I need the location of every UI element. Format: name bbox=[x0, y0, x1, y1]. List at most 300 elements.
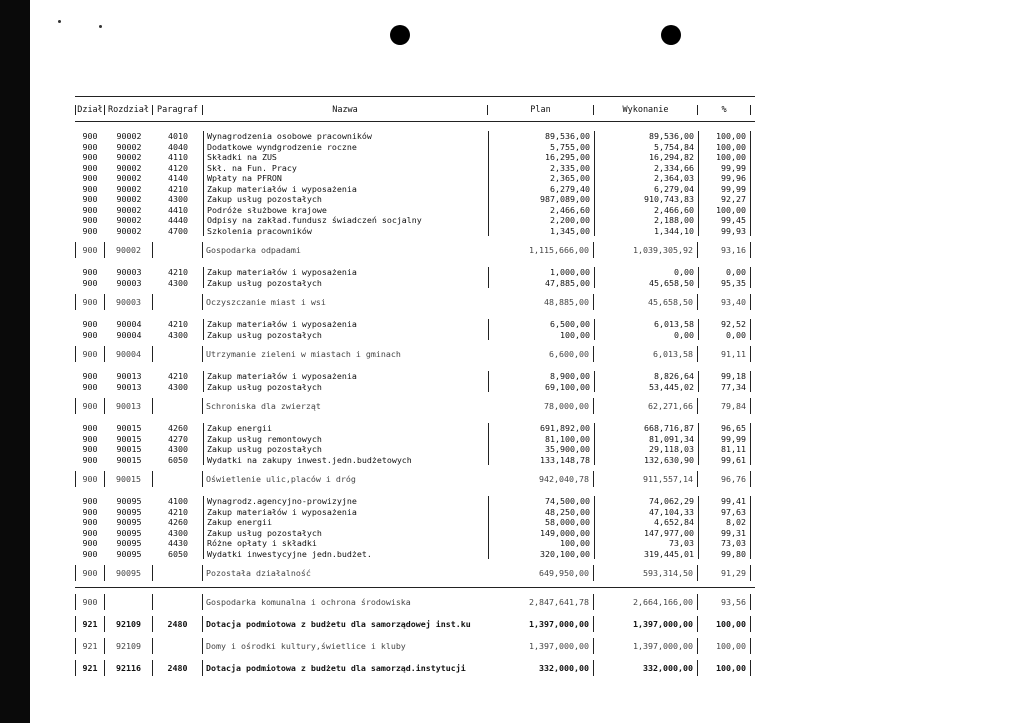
paragraf-cell: 4010 bbox=[168, 131, 188, 141]
procent-cell: 93,56 bbox=[698, 594, 751, 610]
table-row bbox=[75, 660, 755, 676]
rozdzial-cell: 90015 bbox=[116, 454, 142, 465]
wykonanie-cell: 53,445,02 bbox=[594, 382, 698, 393]
dzial-cell: 900 bbox=[82, 548, 98, 559]
table-row bbox=[75, 330, 755, 341]
rozdzial-cell: 90095 bbox=[105, 565, 153, 581]
plan-cell: 74,500,00 bbox=[488, 496, 594, 507]
table-row bbox=[75, 444, 755, 455]
wykonanie-cell: 1,397,000,00 bbox=[594, 616, 698, 632]
paragraf-cell: 4210 bbox=[168, 506, 188, 517]
table-row bbox=[75, 538, 755, 549]
rozdzial-cell: 90004 bbox=[116, 329, 142, 340]
paragraf-cell: 4300 bbox=[168, 444, 188, 454]
nazwa-cell: Zakup materiałów i wyposażenia bbox=[203, 267, 488, 278]
table-row bbox=[75, 616, 755, 632]
procent-cell: 92,27 bbox=[698, 194, 751, 205]
wykonanie-cell: 89,536,00 bbox=[594, 131, 698, 142]
rozdzial-cell: 90095 bbox=[116, 517, 142, 527]
wykonanie-cell: 29,118,03 bbox=[594, 444, 698, 455]
dzial-cell: 900 bbox=[82, 517, 98, 527]
paragraf-cell bbox=[153, 638, 203, 654]
procent-cell: 100,00 bbox=[698, 142, 751, 153]
procent-cell: 97,63 bbox=[698, 507, 751, 518]
wykonanie-cell: 81,091,34 bbox=[594, 434, 698, 445]
rozdzial-cell: 90002 bbox=[116, 194, 142, 204]
paragraf-cell: 4300 bbox=[168, 329, 188, 340]
paragraf-cell: 4430 bbox=[168, 538, 188, 548]
paragraf-cell: 4300 bbox=[168, 194, 188, 204]
nazwa-cell: Wydatki inwestycyjne jedn.budżet. bbox=[203, 549, 488, 560]
plan-cell: 58,000,00 bbox=[488, 517, 594, 528]
wykonanie-cell: 62,271,66 bbox=[594, 398, 698, 414]
procent-cell: 100,00 bbox=[698, 131, 751, 142]
procent-cell: 93,40 bbox=[698, 294, 751, 310]
table-row bbox=[75, 496, 755, 507]
paragraf-cell bbox=[153, 294, 203, 310]
procent-cell: 95,35 bbox=[698, 278, 751, 289]
wykonanie-cell: 910,743,83 bbox=[594, 194, 698, 205]
procent-cell: 8,02 bbox=[698, 517, 751, 528]
nazwa-cell: Zakup usług pozostałych bbox=[203, 528, 488, 539]
paragraf-cell: 4110 bbox=[168, 152, 188, 162]
dzial-cell: 900 bbox=[82, 131, 98, 141]
plan-cell: 16,295,00 bbox=[488, 152, 594, 163]
plan-cell: 6,279,40 bbox=[488, 184, 594, 195]
dzial-cell: 921 bbox=[75, 638, 105, 654]
nazwa-cell: Zakup energii bbox=[203, 517, 488, 528]
paragraf-cell: 4300 bbox=[168, 527, 188, 538]
wykonanie-cell: 1,344,10 bbox=[594, 226, 698, 237]
table-row bbox=[75, 455, 755, 466]
wykonanie-cell: 0,00 bbox=[594, 330, 698, 341]
plan-cell: 2,200,00 bbox=[488, 215, 594, 226]
plan-cell: 2,365,00 bbox=[488, 173, 594, 184]
rozdzial-cell: 90015 bbox=[116, 444, 142, 454]
paragraf-cell bbox=[153, 398, 203, 414]
plan-cell: 6,600,00 bbox=[488, 346, 594, 362]
wykonanie-cell: 2,364,03 bbox=[594, 173, 698, 184]
plan-cell: 1,397,000,00 bbox=[488, 638, 594, 654]
procent-cell: 99,45 bbox=[698, 215, 751, 226]
nazwa-cell: Domy i ośrodki kultury,świetlice i kluby bbox=[206, 641, 406, 651]
rozdzial-cell: 90013 bbox=[116, 381, 142, 392]
divider bbox=[75, 587, 755, 588]
wykonanie-cell: 73,03 bbox=[594, 538, 698, 549]
dzial-cell: 900 bbox=[75, 242, 105, 258]
dzial-cell: 900 bbox=[82, 371, 98, 381]
rozdzial-cell: 92109 bbox=[105, 616, 153, 632]
procent-cell: 99,99 bbox=[698, 184, 751, 195]
procent-cell: 99,99 bbox=[698, 163, 751, 174]
nazwa-cell: Wydatki na zakupy inwest.jedn.budżetowych bbox=[203, 455, 488, 466]
dzial-cell: 921 bbox=[75, 616, 105, 632]
procent-cell: 0,00 bbox=[698, 267, 751, 278]
dzial-cell: 900 bbox=[82, 173, 98, 183]
table-row bbox=[75, 194, 755, 205]
nazwa-cell: Gospodarka odpadami bbox=[206, 245, 301, 255]
rozdzial-cell: 90003 bbox=[105, 294, 153, 310]
dzial-cell: 900 bbox=[82, 423, 98, 433]
paragraf-cell bbox=[153, 471, 203, 487]
plan-cell: 1,000,00 bbox=[488, 267, 594, 278]
plan-cell: 5,755,00 bbox=[488, 142, 594, 153]
wykonanie-cell: 2,334,66 bbox=[594, 163, 698, 174]
procent-cell: 79,84 bbox=[698, 398, 751, 414]
procent-cell: 99,93 bbox=[698, 226, 751, 237]
procent-cell: 100,00 bbox=[698, 660, 751, 676]
paragraf-cell: 4100 bbox=[168, 496, 188, 506]
plan-cell: 133,148,78 bbox=[488, 455, 594, 466]
nazwa-cell: Pozostała działalność bbox=[206, 568, 311, 578]
table-row bbox=[75, 382, 755, 393]
nazwa-cell: Zakup materiałów i wyposażenia bbox=[203, 507, 488, 518]
dzial-cell: 900 bbox=[75, 398, 105, 414]
plan-cell: 35,900,00 bbox=[488, 444, 594, 455]
header-paragraf: Paragraf bbox=[153, 105, 203, 115]
dzial-cell: 900 bbox=[75, 294, 105, 310]
rozdzial-cell: 90095 bbox=[116, 506, 142, 517]
table-row bbox=[75, 131, 755, 142]
plan-cell: 149,000,00 bbox=[488, 528, 594, 539]
table-row bbox=[75, 205, 755, 216]
row-group bbox=[75, 371, 755, 392]
rozdzial-cell: 90095 bbox=[116, 527, 142, 538]
plan-cell: 649,950,00 bbox=[488, 565, 594, 581]
dzial-cell: 900 bbox=[82, 152, 98, 162]
table-row bbox=[75, 215, 755, 226]
nazwa-cell: Wpłaty na PFRON bbox=[203, 173, 488, 184]
procent-cell: 99,41 bbox=[698, 496, 751, 507]
dzial-cell: 900 bbox=[82, 381, 98, 392]
dzial-cell: 900 bbox=[82, 225, 98, 236]
procent-cell: 99,99 bbox=[698, 434, 751, 445]
wykonanie-cell: 2,466,60 bbox=[594, 205, 698, 216]
paragraf-cell: 4300 bbox=[168, 277, 188, 288]
row-group bbox=[75, 319, 755, 340]
summary-row bbox=[75, 346, 755, 362]
paragraf-cell: 4260 bbox=[168, 423, 188, 433]
paragraf-cell: 6050 bbox=[168, 548, 188, 559]
procent-cell: 100,00 bbox=[698, 205, 751, 216]
plan-cell: 47,885,00 bbox=[488, 278, 594, 289]
nazwa-cell: Oczyszczanie miast i wsi bbox=[206, 297, 326, 307]
procent-cell: 91,11 bbox=[698, 346, 751, 362]
nazwa-cell: Dodatkowe wyndgrodzenie roczne bbox=[203, 142, 488, 153]
summary-row bbox=[75, 594, 755, 610]
rozdzial-cell: 90013 bbox=[116, 371, 142, 381]
dzial-cell: 900 bbox=[82, 319, 98, 329]
paragraf-cell: 4210 bbox=[168, 183, 188, 194]
paragraf-cell bbox=[153, 594, 203, 610]
paragraf-cell: 4270 bbox=[168, 433, 188, 444]
table-row bbox=[75, 434, 755, 445]
dzial-cell: 900 bbox=[75, 565, 105, 581]
plan-cell: 1,397,000,00 bbox=[488, 616, 594, 632]
procent-cell: 99,96 bbox=[698, 173, 751, 184]
table-row bbox=[75, 142, 755, 153]
table-row bbox=[75, 184, 755, 195]
plan-cell: 100,00 bbox=[488, 538, 594, 549]
table-row bbox=[75, 163, 755, 174]
dzial-cell: 900 bbox=[82, 183, 98, 194]
paragraf-cell: 4210 bbox=[168, 319, 188, 329]
wykonanie-cell: 2,188,00 bbox=[594, 215, 698, 226]
nazwa-cell: Schroniska dla zwierząt bbox=[206, 401, 321, 411]
plan-cell: 942,040,78 bbox=[488, 471, 594, 487]
nazwa-cell: Zakup energii bbox=[203, 423, 488, 434]
wykonanie-cell: 147,977,00 bbox=[594, 528, 698, 539]
wykonanie-cell: 45,658,50 bbox=[594, 278, 698, 289]
plan-cell: 69,100,00 bbox=[488, 382, 594, 393]
dzial-cell: 900 bbox=[82, 527, 98, 538]
plan-cell: 691,892,00 bbox=[488, 423, 594, 434]
rozdzial-cell: 90002 bbox=[116, 141, 142, 152]
nazwa-cell: Zakup materiałów i wyposażenia bbox=[203, 184, 488, 195]
table-row bbox=[75, 226, 755, 237]
header-nazwa: Nazwa bbox=[203, 105, 488, 115]
wykonanie-cell: 1,397,000,00 bbox=[594, 638, 698, 654]
header-plan: Plan bbox=[488, 105, 594, 115]
punch-hole-icon bbox=[390, 25, 410, 45]
table-row bbox=[75, 517, 755, 528]
dzial-cell: 900 bbox=[75, 346, 105, 362]
plan-cell: 1,345,00 bbox=[488, 226, 594, 237]
wykonanie-cell: 45,658,50 bbox=[594, 294, 698, 310]
row-group bbox=[75, 267, 755, 288]
rozdzial-cell: 90013 bbox=[105, 398, 153, 414]
rozdzial-cell: 90002 bbox=[116, 152, 142, 162]
procent-cell: 100,00 bbox=[698, 638, 751, 654]
rozdzial-cell: 92109 bbox=[105, 638, 153, 654]
dzial-cell: 900 bbox=[82, 496, 98, 506]
wykonanie-cell: 74,062,29 bbox=[594, 496, 698, 507]
table-row bbox=[75, 173, 755, 184]
summary-row bbox=[75, 398, 755, 414]
wykonanie-cell: 6,279,04 bbox=[594, 184, 698, 195]
table-row bbox=[75, 423, 755, 434]
dzial-cell: 900 bbox=[82, 162, 98, 173]
paragraf-cell: 4700 bbox=[168, 225, 188, 236]
paragraf-cell: 4140 bbox=[168, 173, 188, 183]
dzial-cell: 900 bbox=[75, 471, 105, 487]
nazwa-cell: Gospodarka komunalna i ochrona środowiska bbox=[206, 597, 411, 607]
dzial-cell: 900 bbox=[82, 444, 98, 454]
top-rule bbox=[75, 96, 755, 97]
paragraf-cell: 4440 bbox=[168, 215, 188, 225]
wykonanie-cell: 332,000,00 bbox=[594, 660, 698, 676]
table-row bbox=[75, 319, 755, 330]
rozdzial-cell bbox=[105, 594, 153, 610]
procent-cell: 92,52 bbox=[698, 319, 751, 330]
plan-cell: 2,335,00 bbox=[488, 163, 594, 174]
procent-cell: 99,31 bbox=[698, 528, 751, 539]
paragraf-cell: 6050 bbox=[168, 454, 188, 465]
wykonanie-cell: 593,314,50 bbox=[594, 565, 698, 581]
table-row bbox=[75, 528, 755, 539]
rozdzial-cell: 90002 bbox=[116, 225, 142, 236]
paragraf-cell: 4040 bbox=[168, 141, 188, 152]
nazwa-cell: Skł. na Fun. Pracy bbox=[203, 163, 488, 174]
paragraf-cell: 4120 bbox=[168, 162, 188, 173]
dzial-cell: 900 bbox=[82, 194, 98, 204]
header-dzial: Dział bbox=[75, 105, 105, 115]
nazwa-cell: Zakup usług pozostałych bbox=[203, 444, 488, 455]
nazwa-cell: Zakup usług pozostałych bbox=[203, 330, 488, 341]
rozdzial-cell: 90095 bbox=[116, 496, 142, 506]
rozdzial-cell: 90095 bbox=[116, 548, 142, 559]
header-rozdzial: Rozdział bbox=[105, 105, 153, 115]
table-row bbox=[75, 278, 755, 289]
nazwa-cell: Zakup usług pozostałych bbox=[203, 278, 488, 289]
wykonanie-cell: 319,445,01 bbox=[594, 549, 698, 560]
procent-cell: 0,00 bbox=[698, 330, 751, 341]
paragraf-cell: 4300 bbox=[168, 381, 188, 392]
dzial-cell: 900 bbox=[82, 506, 98, 517]
procent-cell: 77,34 bbox=[698, 382, 751, 393]
paragraf-cell: 2480 bbox=[153, 616, 203, 632]
rozdzial-cell: 90003 bbox=[116, 267, 142, 277]
summary-row bbox=[75, 565, 755, 581]
wykonanie-cell: 668,716,87 bbox=[594, 423, 698, 434]
budget-report bbox=[75, 96, 755, 676]
rozdzial-cell: 90002 bbox=[105, 242, 153, 258]
summary-row bbox=[75, 471, 755, 487]
nazwa-cell: Zakup usług remontowych bbox=[203, 434, 488, 445]
rozdzial-cell: 90002 bbox=[116, 215, 142, 225]
rozdzial-cell: 90004 bbox=[105, 346, 153, 362]
nazwa-cell: Zakup usług pozostałych bbox=[203, 382, 488, 393]
nazwa-cell: Składki na ZUS bbox=[203, 152, 488, 163]
row-group bbox=[75, 496, 755, 559]
nazwa-cell: Wynagrodzenia osobowe pracowników bbox=[203, 131, 488, 142]
rozdzial-cell: 90002 bbox=[116, 173, 142, 183]
rozdzial-cell: 90004 bbox=[116, 319, 142, 329]
paragraf-cell: 4410 bbox=[168, 204, 188, 215]
wykonanie-cell: 1,039,305,92 bbox=[594, 242, 698, 258]
dzial-cell: 921 bbox=[75, 660, 105, 676]
procent-cell: 100,00 bbox=[698, 616, 751, 632]
procent-cell: 73,03 bbox=[698, 538, 751, 549]
scan-edge bbox=[0, 0, 30, 723]
nazwa-cell: Podróże służbowe krajowe bbox=[203, 205, 488, 216]
dzial-cell: 900 bbox=[82, 277, 98, 288]
procent-cell: 96,65 bbox=[698, 423, 751, 434]
procent-cell: 96,76 bbox=[698, 471, 751, 487]
summary-row bbox=[75, 638, 755, 654]
nazwa-cell: Dotacja podmiotowa z budżetu dla samorząd.instytucji bbox=[206, 663, 466, 673]
paragraf-cell bbox=[153, 565, 203, 581]
dzial-cell: 900 bbox=[82, 329, 98, 340]
wykonanie-cell: 4,652,84 bbox=[594, 517, 698, 528]
dzial-cell: 900 bbox=[82, 215, 98, 225]
dzial-cell: 900 bbox=[82, 141, 98, 152]
paragraf-cell bbox=[153, 346, 203, 362]
nazwa-cell: Zakup materiałów i wyposażenia bbox=[203, 319, 488, 330]
plan-cell: 48,885,00 bbox=[488, 294, 594, 310]
rozdzial-cell: 90002 bbox=[116, 162, 142, 173]
nazwa-cell: Różne opłaty i składki bbox=[203, 538, 488, 549]
plan-cell: 987,089,00 bbox=[488, 194, 594, 205]
rozdzial-cell: 90095 bbox=[116, 538, 142, 548]
nazwa-cell: Zakup usług pozostałych bbox=[203, 194, 488, 205]
wykonanie-cell: 911,557,14 bbox=[594, 471, 698, 487]
nazwa-cell: Szkolenia pracowników bbox=[203, 226, 488, 237]
rozdzial-cell: 90015 bbox=[105, 471, 153, 487]
table-row bbox=[75, 152, 755, 163]
rozdzial-cell: 90002 bbox=[116, 204, 142, 215]
plan-cell: 6,500,00 bbox=[488, 319, 594, 330]
rozdzial-cell: 90015 bbox=[116, 433, 142, 444]
wykonanie-cell: 132,630,90 bbox=[594, 455, 698, 466]
procent-cell: 81,11 bbox=[698, 444, 751, 455]
procent-cell: 100,00 bbox=[698, 152, 751, 163]
table-body bbox=[75, 131, 755, 676]
rozdzial-cell: 90002 bbox=[116, 131, 142, 141]
plan-cell: 320,100,00 bbox=[488, 549, 594, 560]
paragraf-cell: 2480 bbox=[153, 660, 203, 676]
table-row bbox=[75, 371, 755, 382]
scan-speck bbox=[99, 25, 102, 28]
table-row bbox=[75, 507, 755, 518]
nazwa-cell: Dotacja podmiotowa z budżetu dla samorządowej inst.ku bbox=[206, 619, 471, 629]
rozdzial-cell: 90003 bbox=[116, 277, 142, 288]
row-group bbox=[75, 423, 755, 465]
nazwa-cell: Wynagrodz.agencyjno-prowizyjne bbox=[203, 496, 488, 507]
plan-cell: 81,100,00 bbox=[488, 434, 594, 445]
rozdzial-cell: 90015 bbox=[116, 423, 142, 433]
wykonanie-cell: 2,664,166,00 bbox=[594, 594, 698, 610]
plan-cell: 2,847,641,78 bbox=[488, 594, 594, 610]
punch-hole-icon bbox=[661, 25, 681, 45]
plan-cell: 332,000,00 bbox=[488, 660, 594, 676]
plan-cell: 2,466,60 bbox=[488, 205, 594, 216]
table-header bbox=[75, 99, 755, 122]
dzial-cell: 900 bbox=[82, 454, 98, 465]
dzial-cell: 900 bbox=[82, 538, 98, 548]
procent-cell: 99,61 bbox=[698, 455, 751, 466]
wykonanie-cell: 16,294,82 bbox=[594, 152, 698, 163]
nazwa-cell: Zakup materiałów i wyposażenia bbox=[203, 371, 488, 382]
nazwa-cell: Oświetlenie ulic,placów i dróg bbox=[206, 474, 356, 484]
plan-cell: 8,900,00 bbox=[488, 371, 594, 382]
header-wykonanie: Wykonanie bbox=[594, 105, 698, 115]
procent-cell: 99,80 bbox=[698, 549, 751, 560]
summary-row bbox=[75, 242, 755, 258]
nazwa-cell: Utrzymanie zieleni w miastach i gminach bbox=[206, 349, 401, 359]
nazwa-cell: Odpisy na zakład.fundusz świadczeń socjalny bbox=[203, 215, 488, 226]
plan-cell: 48,250,00 bbox=[488, 507, 594, 518]
wykonanie-cell: 8,826,64 bbox=[594, 371, 698, 382]
dzial-cell: 900 bbox=[82, 204, 98, 215]
summary-row bbox=[75, 294, 755, 310]
scan-speck bbox=[58, 20, 61, 23]
row-group bbox=[75, 131, 755, 236]
wykonanie-cell: 6,013,58 bbox=[594, 346, 698, 362]
dzial-cell: 900 bbox=[75, 594, 105, 610]
plan-cell: 100,00 bbox=[488, 330, 594, 341]
table-row bbox=[75, 267, 755, 278]
rozdzial-cell: 90002 bbox=[116, 183, 142, 194]
plan-cell: 89,536,00 bbox=[488, 131, 594, 142]
paragraf-cell bbox=[153, 242, 203, 258]
dzial-cell: 900 bbox=[82, 267, 98, 277]
wykonanie-cell: 0,00 bbox=[594, 267, 698, 278]
wykonanie-cell: 47,104,33 bbox=[594, 507, 698, 518]
procent-cell: 91,29 bbox=[698, 565, 751, 581]
paragraf-cell: 4260 bbox=[168, 517, 188, 527]
plan-cell: 1,115,666,00 bbox=[488, 242, 594, 258]
